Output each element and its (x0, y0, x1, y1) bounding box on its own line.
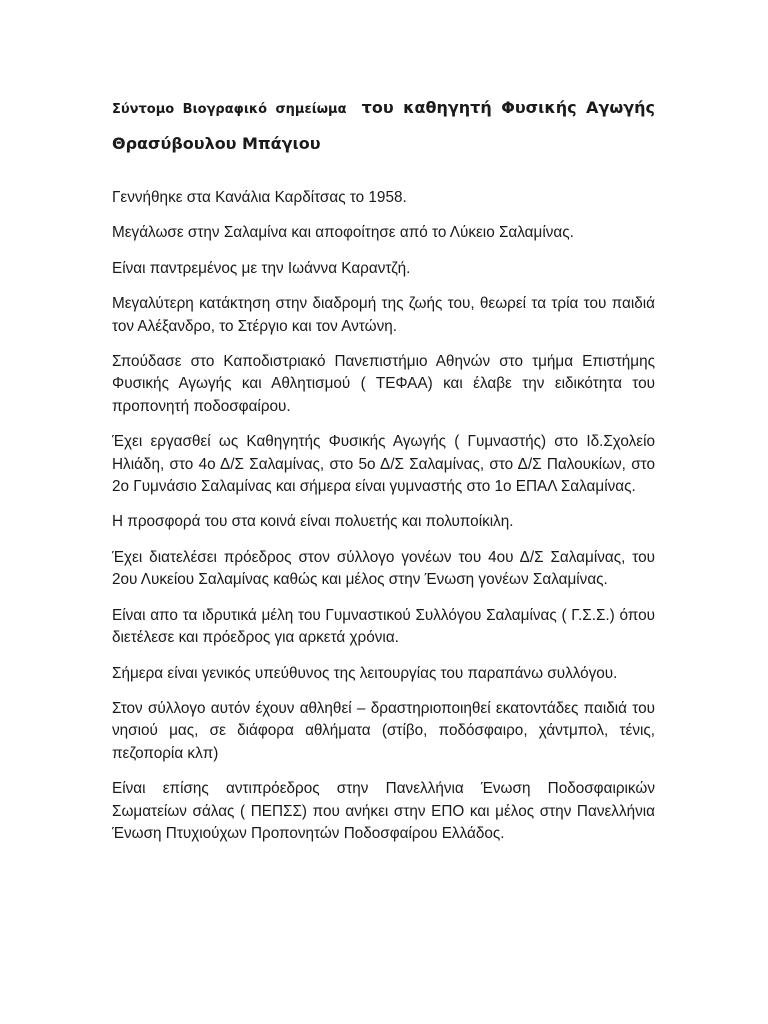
paragraph-birth: Γεννήθηκε στα Κανάλια Καρδίτσας το 1958. (112, 189, 407, 206)
document-body (112, 187, 655, 845)
paragraph-contribution: Η προσφορά του στα κοινά είναι πολυετής και πολυποίκιλη. (112, 513, 514, 531)
title-part-1: Σύντομο Βιογραφικό σημείωμα (112, 102, 347, 117)
paragraph-marriage: Είναι παντρεμένος με την Ιωάννα Καραντζή. (112, 259, 411, 277)
document-page (112, 88, 655, 858)
paragraph-club-athletes: Στον σύλλογο αυτόν έχουν αθληθεί – δραστηριοποιηθεί εκατοντάδες παιδιά του νησιού μας, σε διάφορα αθλήματα (στίβο, ποδόσφαιρο, χάντμπολ, τένις, πεζοπορία κλπ) (112, 699, 655, 762)
paragraph-upbringing: Μεγάλωσε στην Σαλαμίνα και αποφοίτησε από το Λύκειο Σαλαμίνας. (112, 224, 574, 242)
paragraph-founding-member: Είναι απο τα ιδρυτικά μέλη του Γυμναστικού Συλλόγου Σαλαμίνας ( Γ.Σ.Σ.) όπου διετέλεσε και πρόεδρος για αρκετά χρόνια. (112, 606, 655, 647)
paragraph-current-role: Σήμερα είναι γενικός υπεύθυνος της λειτουργίας του παραπάνω συλλόγου. (112, 664, 618, 682)
paragraph-studies: Σπούδασε στο Καποδιστριακό Πανεπιστήμιο Αθηνών στο τμήμα Επιστήμης Φυσικής Αγωγής και Αθλητισμού ( ΤΕΦΑΑ) και έλαβε την ειδικότητα του προπονητή ποδοσφαίρου. (112, 353, 655, 415)
paragraph-vice-president: Είναι επίσης αντιπρόεδρος στην Πανελλήνια Ένωση Ποδοσφαιρικών Σωματείων σάλας ( ΠΕΠΣΣ) που ανήκει στην ΕΠΟ και μέλος στην Πανελλήνια Ένωση Πτυχιούχων Προπονητών Ποδοσφαίρου Ελλάδος. (112, 780, 655, 842)
paragraph-work: Έχει εργασθεί ως Καθηγητής Φυσικής Αγωγής ( Γυμναστής) στο Ιδ.Σχολείο Ηλιάδη, στο 4ο Δ/Σ Σαλαμίνας, στο 5ο Δ/Σ Σαλαμίνας, στο Δ/Σ Παλουκίων, στο 2ο Γυμνάσιο Σαλαμίνας και σήμερα είναι γυμναστής στο 1ο ΕΠΑΛ Σαλαμίνας. (112, 433, 655, 496)
document-title (112, 88, 655, 158)
title-part-2: του καθηγητή Φυσικής Αγωγής Θρασύβουλου Μπάγιου (112, 98, 656, 153)
paragraph-children: Μεγαλύτερη κατάκτηση στην διαδρομή της ζωής του, θεωρεί τα τρία του παιδιά τον Αλέξανδρο, το Στέργιο και τον Αντώνη. (112, 295, 655, 335)
paragraph-parents-association: Έχει διατελέσει πρόεδρος στον σύλλογο γονέων του 4ου Δ/Σ Σαλαμίνας, του 2ου Λυκείου Σαλαμίνας καθώς και μέλος στην Ένωση γονέων Σαλαμίνας. (112, 548, 655, 589)
